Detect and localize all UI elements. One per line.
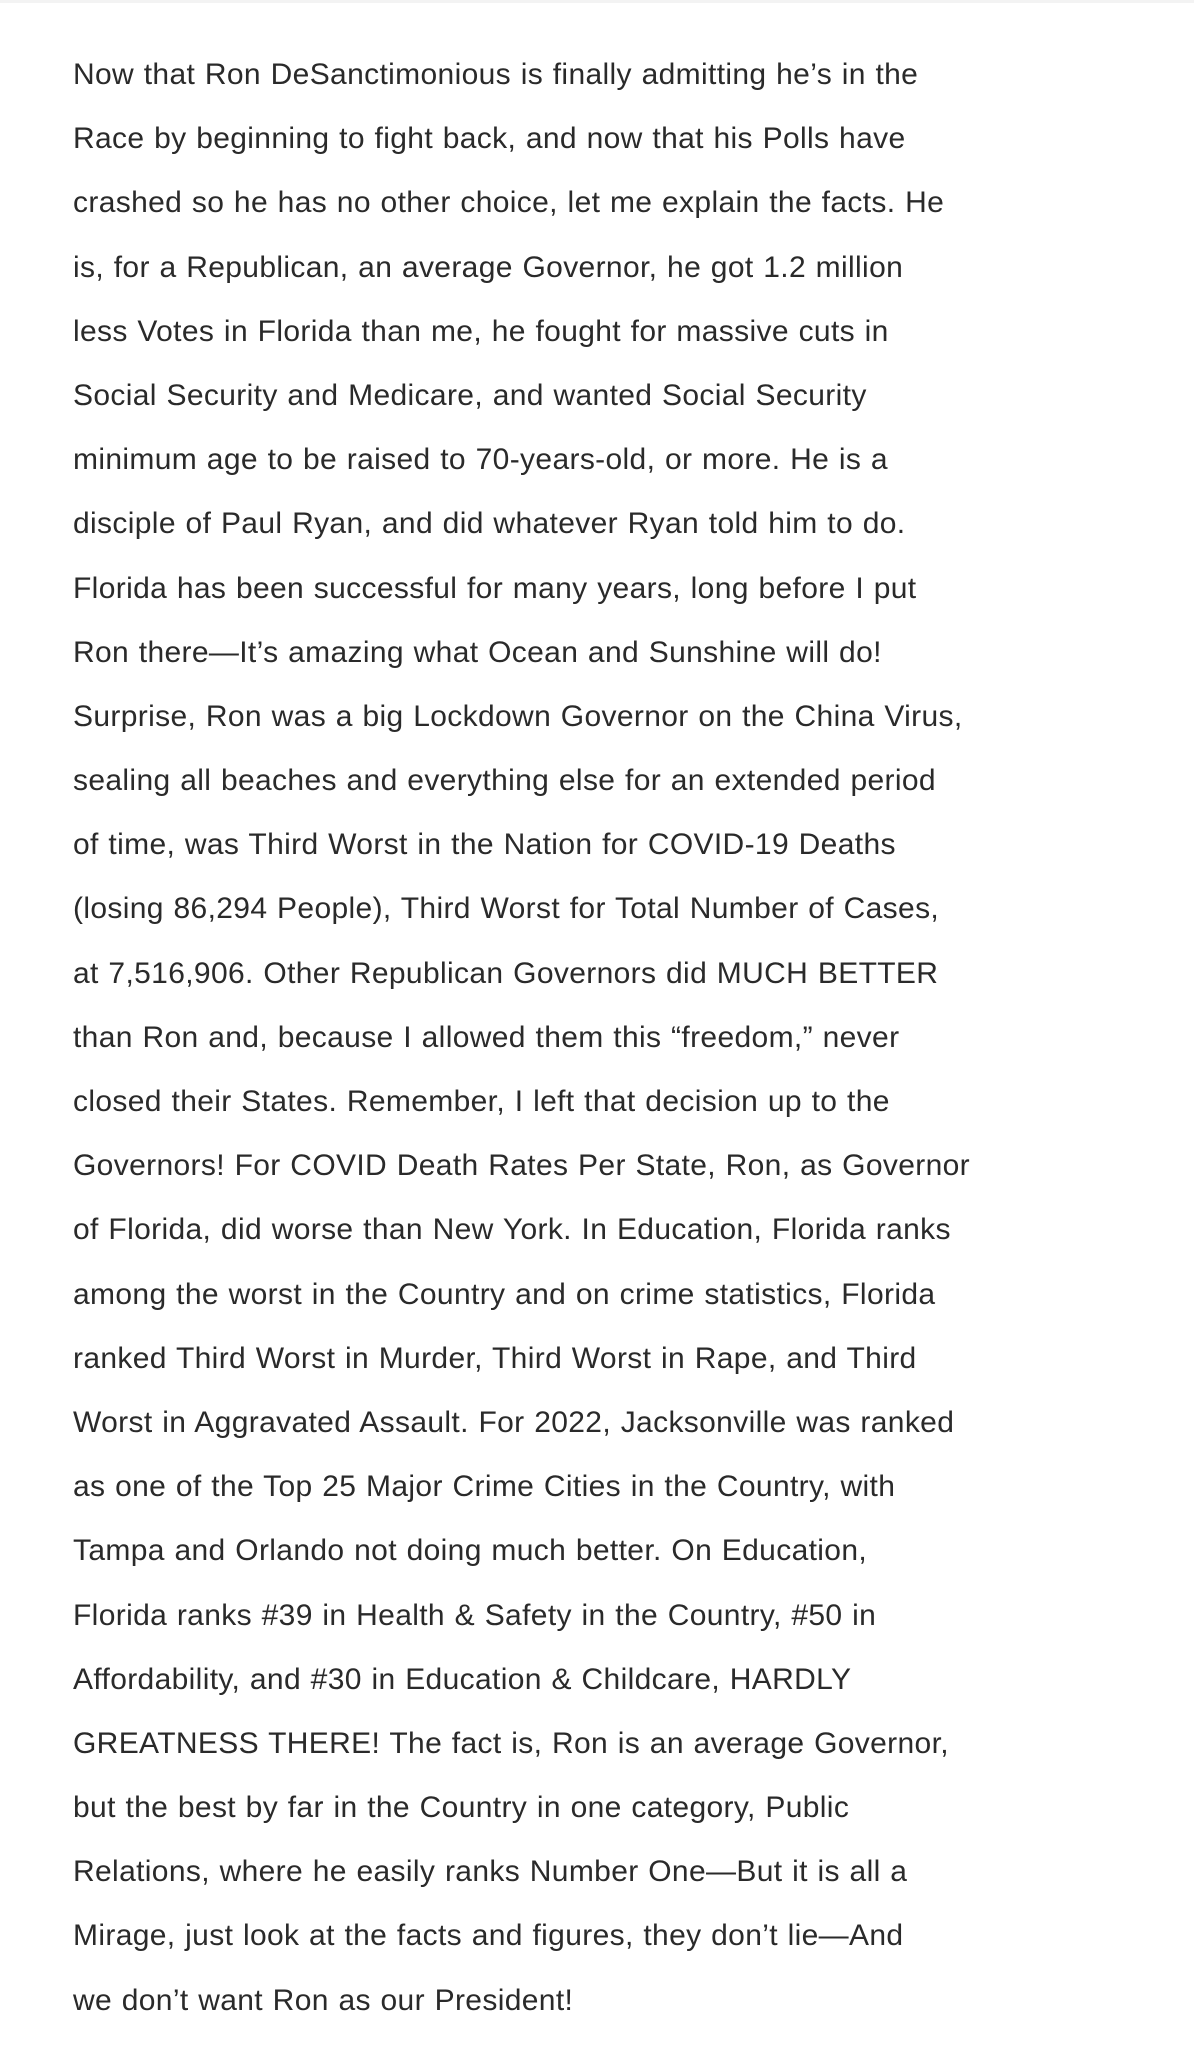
- post-text-line: Governors! For COVID Death Rates Per State, Ron, as Governor: [73, 1149, 971, 1183]
- post-text-line: at 7,516,906. Other Republican Governors did MUCH BETTER: [73, 956, 939, 990]
- post-text-line: minimum age to be raised to 70-years-old, or more. He is a: [73, 443, 888, 477]
- post-text-line: disciple of Paul Ryan, and did whatever Ryan told him to do.: [73, 507, 906, 541]
- post-text-line: closed their States. Remember, I left that decision up to the: [73, 1085, 890, 1118]
- post-text-line: Florida has been successful for many years, long before I put: [73, 571, 917, 605]
- post-text-line: Now that Ron DeSanctimonious is finally admitting he’s in the: [73, 58, 919, 91]
- post-text-line: than Ron and, because I allowed them this “freedom,” never: [73, 1020, 900, 1054]
- post-text-line: we don’t want Ron as our President!: [73, 1983, 574, 2017]
- post-text-line: Relations, where he easily ranks Number One—But it is all a: [73, 1855, 908, 1889]
- top-edge-divider: [0, 0, 1194, 3]
- post-text-line: Surprise, Ron was a big Lockdown Governor on the China Virus,: [73, 699, 963, 733]
- post-text-line: is, for a Republican, an average Governor, he got 1.2 million: [73, 250, 904, 284]
- post-text-line: Worst in Aggravated Assault. For 2022, Jacksonville was ranked: [73, 1405, 955, 1439]
- post-text-line: sealing all beaches and everything else for an extended period: [73, 764, 936, 798]
- post-text-line: ranked Third Worst in Murder, Third Worst in Rape, and Third: [73, 1341, 917, 1375]
- post-text-line: of Florida, did worse than New York. In Education, Florida ranks: [73, 1213, 951, 1247]
- post-text-line: Social Security and Medicare, and wanted Social Security: [73, 378, 867, 412]
- post-text-line: less Votes in Florida than me, he fought for massive cuts in: [73, 314, 889, 348]
- post-text-line: Tampa and Orlando not doing much better. On Education,: [73, 1534, 868, 1568]
- post-body-text: [73, 55, 1163, 2045]
- post-text-line: Florida ranks #39 in Health & Safety in the Country, #50 in: [73, 1598, 877, 1632]
- post-text-line: as one of the Top 25 Major Crime Cities in the Country, with: [73, 1470, 896, 1504]
- post-text-line: (losing 86,294 People), Third Worst for Total Number of Cases,: [73, 892, 940, 926]
- post-text-line: crashed so he has no other choice, let me explain the facts. He: [73, 186, 945, 220]
- post-text-line: but the best by far in the Country in one category, Public: [73, 1791, 850, 1825]
- post-text-line: Affordability, and #30 in Education & Childcare, HARDLY: [73, 1662, 852, 1696]
- post-text-line: Mirage, just look at the facts and figures, they don’t lie—And: [73, 1919, 904, 1953]
- post-text-line: Race by beginning to fight back, and now that his Polls have: [73, 122, 906, 156]
- post-text-line: GREATNESS THERE! The fact is, Ron is an average Governor,: [73, 1726, 949, 1760]
- post-text-line: Ron there—It’s amazing what Ocean and Sunshine will do!: [73, 635, 882, 669]
- post-text-line: of time, was Third Worst in the Nation for COVID-19 Deaths: [73, 828, 896, 862]
- post-text-line: among the worst in the Country and on crime statistics, Florida: [73, 1277, 936, 1311]
